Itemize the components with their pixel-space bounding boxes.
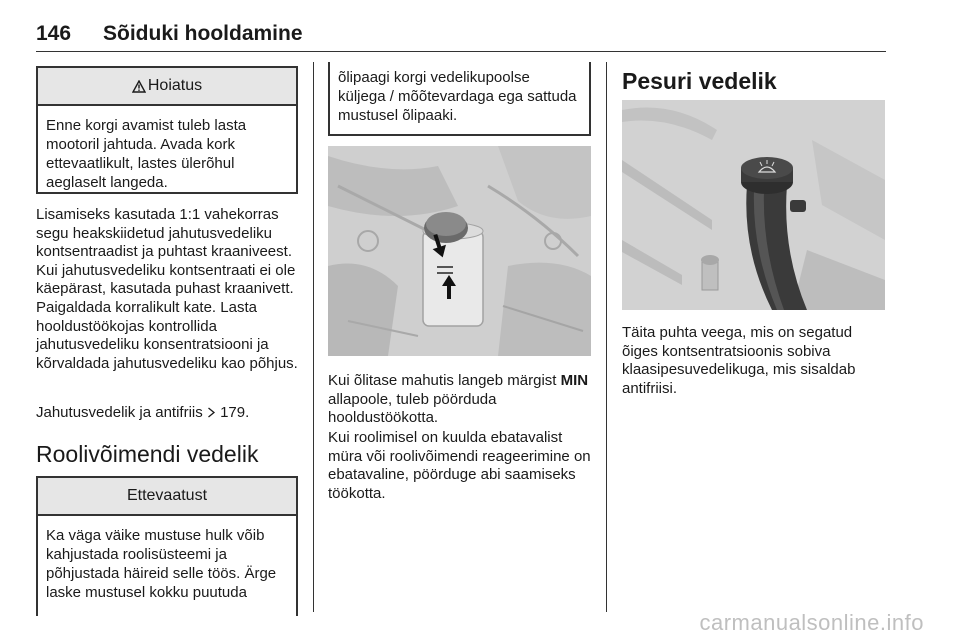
- warning-title: Hoiatus: [147, 77, 203, 94]
- column-divider-right: [606, 62, 607, 612]
- oil-level-text-pre: Kui õlitase mahutis langeb märgist: [328, 372, 561, 389]
- chapter-title: Sõiduki hooldamine: [103, 22, 303, 45]
- caution-box: [36, 476, 298, 616]
- warning-box: [36, 66, 298, 194]
- paragraph-coolant-mixing: Lisamiseks kasutada 1:1 vahekorras segu heakskiidetud jahutusvedeliku kontsentraadist ja puhtast kraaniveest. Kui jahutusvedeliku kontsentraati ei ole käepärast, kasutada puhast kraanivett. Paigaldada korralikult kate. Lasta hooldustöökojas kontrollida jahutusvedeliku konsentratsiooni ja kõrvaldada jahutusvedeliku kao põhjus.: [36, 206, 298, 372]
- paragraph-coolant-reference: [36, 404, 298, 423]
- paragraph-washer-fluid: Täita puhta veega, mis on segatud õiges kontsentratsioonis sobiva klaasipesuvedelikuga, mis sisaldab antifriisi.: [622, 324, 856, 397]
- heading-power-steering-fluid: Roolivõimendi vedelik: [36, 441, 259, 467]
- caution-text: Ka väga väike mustuse hulk võib kahjustada roolisüsteemi ja põhjustada häireid selle töös. Ärge laske mustusel kokku puutuda: [46, 527, 277, 601]
- caution-box-continued: [328, 62, 591, 136]
- footer-watermark: carmanualsonline.info: [699, 610, 924, 635]
- caution-box-header: [38, 478, 296, 516]
- paragraph-oil-level-min: [328, 372, 591, 428]
- caution-continued-text: õlipaagi korgi vedelikupoolse küljega / mõõtevardaga ega sattuda mustusel õlipaaki.: [338, 69, 577, 124]
- paragraph-steering-noise: Kui roolimisel on kuulda ebatavalist müra või roolivõimendi reageerimine on ebatavaline, pöörduge abi saamiseks töökotta.: [328, 429, 591, 502]
- reference-text: Jahutusvedelik ja antifriis: [36, 404, 207, 421]
- column-divider-left: [313, 62, 314, 612]
- min-marker-label: MIN: [560, 372, 589, 389]
- oil-level-text-post: allapoole, tuleb pöörduda hooldustöökotta.: [328, 390, 497, 427]
- page-number: 146: [36, 22, 72, 45]
- heading-washer-fluid: Pesuri vedelik: [622, 68, 777, 94]
- warning-text: Enne korgi avamist tuleb lasta mootoril jahtuda. Avada kork ettevaatlikult, lastes ülerõhul aeglaselt langeda.: [46, 117, 247, 191]
- page-header: [36, 22, 886, 52]
- warning-triangle-icon: [132, 80, 146, 93]
- caution-title: Ettevaatust: [126, 487, 208, 504]
- reference-page: 179.: [215, 404, 250, 421]
- header-rule: [36, 51, 886, 52]
- power-steering-reservoir-image: [328, 146, 591, 356]
- page-reference-arrow-icon: [207, 407, 216, 418]
- washer-fluid-reservoir-image: [622, 100, 885, 310]
- warning-box-header: [38, 68, 296, 106]
